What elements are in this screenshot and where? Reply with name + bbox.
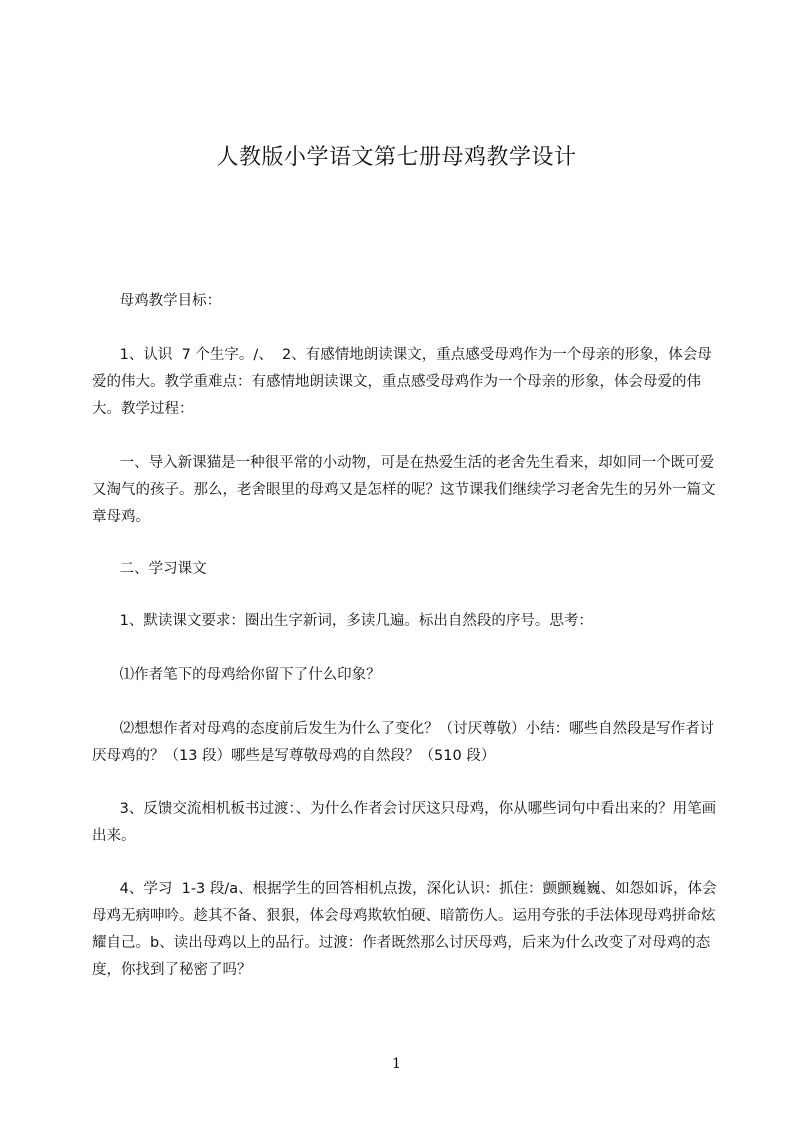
paragraph-question-two: ⑵想想作者对母鸡的态度前后发生为什么了变化？（讨厌尊敬）小结：哪些自然段是写作者讨厌母鸡的？（13 段）哪些是写尊敬母鸡的自然段？（510 段） [92, 721, 715, 764]
paragraph-teaching-goals-heading: 母鸡教学目标： [92, 293, 222, 309]
paragraph-study-1-3: 4、学习 1-3 段/a、根据学生的回答相机点拨，深化认识：抓住：颤颤巍巍、如怨如诉，体会母鸡无病呻吟。趁其不备、狠狠，体会母鸡欺软怕硬、暗箭伤人。运用夸张的手法体现母鸡拼命炫耀自己。b、读出母鸡以上的品行。过渡：作者既然那么讨厌母鸡，后来为什么改变了对母鸡的态度，你找到了秘密了吗？ [92, 881, 717, 978]
paragraph-goals-and-difficulties: 1、认识 7 个生字。/、 2、有感情地朗读课文，重点感受母鸡作为一个母亲的形象，体会母爱的伟大。教学重难点：有感情地朗读课文，重点感受母鸡作为一个母亲的形象，体会母爱的伟大。教学过程： [92, 347, 712, 417]
page-number: 1 [392, 1056, 401, 1072]
paragraph-silent-reading: 1、默读课文要求：圈出生字新词，多读几遍。标出自然段的序号。思考： [92, 613, 593, 629]
paragraph-feedback: 3、反馈交流相机板书过渡：、为什么作者会讨厌这只母鸡，你从哪些词句中看出来的？用笔画出来。 [92, 801, 717, 844]
paragraph-section-two-heading: 二、学习课文 [92, 561, 207, 577]
document-title: 人教版小学语文第七册母鸡教学设计 [216, 145, 577, 170]
paragraph-question-one: ⑴作者笔下的母鸡给你留下了什么印象？ [92, 667, 381, 683]
paragraph-introduction: 一、导入新课猫是一种很平常的小动物，可是在热爱生活的老舍先生看来，却如同一个既可爱又淘气的孩子。那么，老舍眼里的母鸡又是怎样的呢？这节课我们继续学习老舍先生的另外一篇文章母鸡。 [92, 455, 716, 525]
